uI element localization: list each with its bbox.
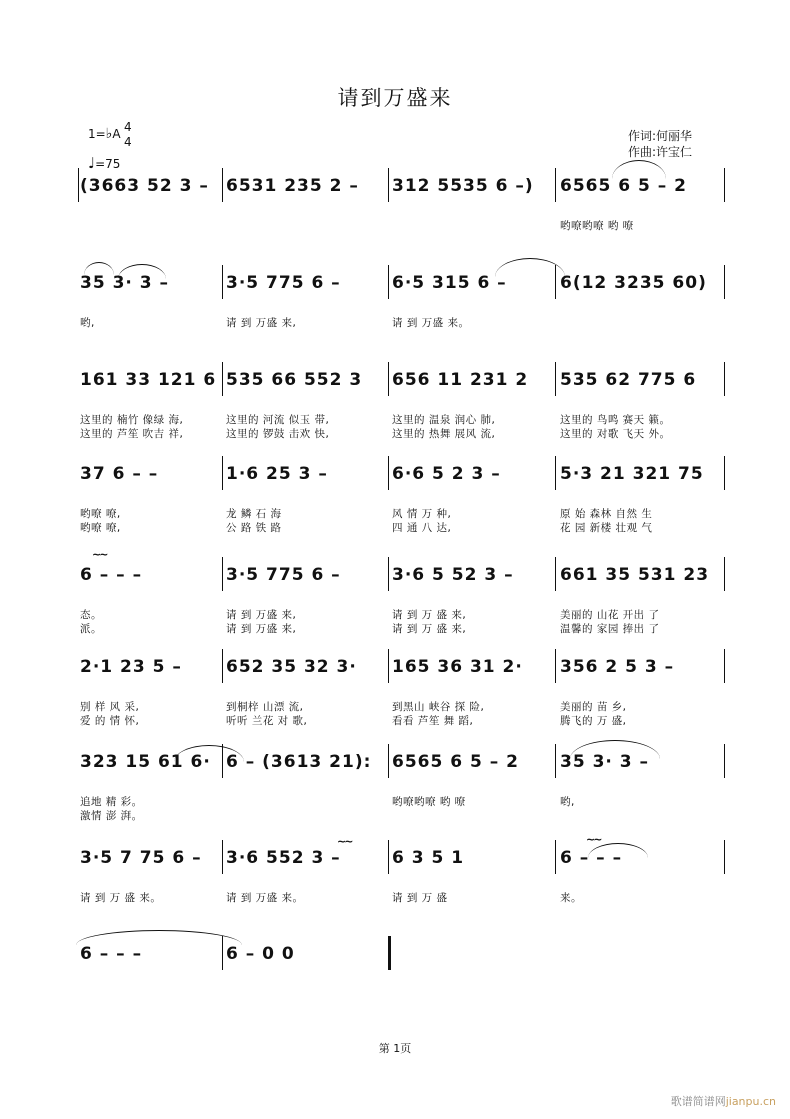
lyric-line-second-verse: 这里的 热舞 展风 流, <box>392 428 496 440</box>
measure: 6 – 0 0 <box>226 944 295 964</box>
tie-slur <box>495 258 565 277</box>
lyric-line: 请 到 万盛 来。 <box>226 892 304 904</box>
lyric-line-second-verse: 激情 澎 湃。 <box>80 810 143 822</box>
measure: 6(12 3235 60) <box>560 273 707 293</box>
lyric-line: 请 到 万盛 来, <box>226 317 297 329</box>
bar-line <box>388 840 389 874</box>
lyric-line: 请 到 万 盛 来。 <box>80 892 162 904</box>
bar-line <box>388 362 389 396</box>
time-signature <box>124 120 132 150</box>
measure: 652 35 32 3· <box>226 657 357 677</box>
measure: 535 62 775 6 <box>560 370 697 390</box>
measure: (3663 52 3 – <box>80 176 209 196</box>
measure: 35 3· 3 – <box>560 752 650 772</box>
lyric-line: 请 到 万 盛 来, <box>392 609 467 621</box>
tie-slur <box>174 745 244 762</box>
lyric-line: 龙 鳞 石 海 <box>226 508 282 520</box>
measure: 6 – – – <box>560 848 623 868</box>
lyric-line: 哟嘹 嘹, <box>80 508 121 520</box>
bar-line <box>724 557 725 591</box>
bar-line <box>388 265 389 299</box>
bar-line <box>222 456 223 490</box>
measure: 6531 235 2 – <box>226 176 359 196</box>
lyric-line: 请 到 万 盛 <box>392 892 448 904</box>
measure: 661 35 531 23 <box>560 565 710 585</box>
lyric-line-second-verse: 这里的 芦笙 吹吉 祥, <box>80 428 184 440</box>
tie-slur <box>570 740 660 759</box>
measure: 6 – (3613 21): <box>226 752 372 772</box>
bar-line <box>388 744 389 778</box>
bar-line <box>222 557 223 591</box>
time-bottom: 4 <box>124 135 132 149</box>
measure: 356 2 5 3 – <box>560 657 675 677</box>
lyric-line-second-verse: 花 园 新楼 壮观 气 <box>560 522 653 534</box>
bar-line <box>388 649 389 683</box>
flat-sign: ♭ <box>105 126 113 142</box>
lyric-line: 到黑山 峡谷 探 险, <box>392 701 485 713</box>
bar-line <box>555 649 556 683</box>
tempo-value: =75 <box>95 157 121 171</box>
measure: 2·1 23 5 – <box>80 657 182 677</box>
lyric-line: 来。 <box>560 892 582 904</box>
trill-icon: ∼∼ <box>92 548 107 561</box>
bar-line <box>222 265 223 299</box>
bar-line <box>222 168 223 202</box>
measure: 1·6 25 3 – <box>226 464 328 484</box>
bar-line <box>555 744 556 778</box>
lyric-line: 哟, <box>560 796 575 808</box>
measure: 5·3 21 321 75 <box>560 464 704 484</box>
page-number: 第 1页 <box>378 1042 412 1055</box>
bar-line <box>724 265 725 299</box>
bar-line <box>724 840 725 874</box>
measure: 35 3· 3 – <box>80 273 170 293</box>
lyric-line: 追地 精 彩。 <box>80 796 143 808</box>
bar-line <box>388 557 389 591</box>
lyric-line-second-verse: 看看 芦笙 舞 蹈, <box>392 715 474 727</box>
page-title: 请到万盛来 <box>337 86 453 110</box>
tie-slur <box>612 160 666 179</box>
lyric-line: 美丽的 山花 开出 了 <box>560 609 660 621</box>
lyric-line-second-verse: 听听 兰花 对 歌, <box>226 715 308 727</box>
lyric-line-second-verse: 腾飞的 万 盛, <box>560 715 627 727</box>
lyric-line: 哟嘹哟嘹 哟 嘹 <box>560 220 634 232</box>
key-prefix: 1= <box>88 127 106 141</box>
measure: 6 3 5 1 <box>392 848 465 868</box>
time-top: 4 <box>124 120 132 134</box>
lyric-line-second-verse: 请 到 万盛 来, <box>226 623 297 635</box>
lyric-line-second-verse: 公 路 铁 路 <box>226 522 282 534</box>
measure: 6565 6 5 – 2 <box>392 752 519 772</box>
lyric-line: 别 样 风 采, <box>80 701 140 713</box>
lyric-line: 风 情 万 种, <box>392 508 452 520</box>
watermark-site: 歌谱简谱网 <box>670 1095 726 1108</box>
bar-line <box>555 168 556 202</box>
bar-line <box>222 840 223 874</box>
measure: 3·5 7 75 6 – <box>80 848 202 868</box>
measure: 161 33 121 6 <box>80 370 217 390</box>
measure: 6 – – – <box>80 944 143 964</box>
bar-line <box>388 456 389 490</box>
trill-icon: ∼∼ <box>586 833 601 846</box>
tie-slur <box>118 264 166 279</box>
tie-slur <box>76 930 242 945</box>
lyric-line: 哟, <box>80 317 95 329</box>
bar-line <box>724 744 725 778</box>
lyric-line: 美丽的 苗 乡, <box>560 701 627 713</box>
measure: 6·6 5 2 3 – <box>392 464 501 484</box>
measure: 37 6 – – <box>80 464 159 484</box>
lyric-line-second-verse: 四 通 八 达, <box>392 522 452 534</box>
lyric-line: 这里的 温泉 润心 肺, <box>392 414 496 426</box>
lyric-line: 这里的 鸟鸣 赛天 籁。 <box>560 414 671 426</box>
bar-line <box>222 362 223 396</box>
lyricist: 作词:何丽华 <box>628 129 693 143</box>
key-note: A <box>112 127 121 141</box>
lyric-line-second-verse: 温馨的 家园 捧出 了 <box>560 623 660 635</box>
measure: 6·5 315 6 – <box>392 273 507 293</box>
bar-line <box>555 557 556 591</box>
lyric-line: 到桐梓 山漂 流, <box>226 701 304 713</box>
tie-slur <box>84 262 114 275</box>
bar-line <box>555 362 556 396</box>
bar-line <box>222 649 223 683</box>
measure: 3·5 775 6 – <box>226 565 341 585</box>
lyric-line: 哟嘹哟嘹 哟 嘹 <box>392 796 466 808</box>
measure: 3·6 5 52 3 – <box>392 565 514 585</box>
measure: 535 66 552 3 <box>226 370 363 390</box>
measure: 6565 6 5 – 2 <box>560 176 687 196</box>
measure: 312 5535 6 –) <box>392 176 534 196</box>
trill-icon: ∼∼ <box>337 835 352 848</box>
lyric-line: 请 到 万盛 来, <box>226 609 297 621</box>
watermark <box>671 1093 776 1109</box>
bar-line <box>724 168 725 202</box>
lyric-line-second-verse: 这里的 对歌 飞天 外。 <box>560 428 671 440</box>
opening-bar-line <box>78 168 79 202</box>
bar-line <box>388 168 389 202</box>
measure: 3·5 775 6 – <box>226 273 341 293</box>
bar-line <box>724 362 725 396</box>
lyric-line-second-verse: 这里的 锣鼓 击欢 快, <box>226 428 330 440</box>
measure: 165 36 31 2· <box>392 657 523 677</box>
measure: 6 – – – <box>80 565 143 585</box>
lyric-line: 这里的 楠竹 像绿 海, <box>80 414 184 426</box>
tempo <box>88 154 120 172</box>
composer: 作曲:许宝仁 <box>628 145 693 159</box>
lyric-line: 这里的 河流 似玉 带, <box>226 414 330 426</box>
final-bar-line <box>388 936 391 970</box>
key-signature <box>88 126 121 142</box>
measure: 323 15 61 6· <box>80 752 211 772</box>
lyric-line: 原 始 森林 自然 生 <box>560 508 653 520</box>
bar-line <box>555 840 556 874</box>
bar-line <box>555 456 556 490</box>
bar-line <box>724 456 725 490</box>
lyric-line-second-verse: 派。 <box>80 623 102 635</box>
watermark-url: jianpu.cn <box>725 1095 776 1108</box>
measure: 656 11 231 2 <box>392 370 529 390</box>
lyric-line-second-verse: 哟嘹 嘹, <box>80 522 121 534</box>
lyric-line: 态。 <box>80 609 102 621</box>
lyric-line-second-verse: 爱 的 情 怀, <box>80 715 140 727</box>
quarter-note-icon: ♩ <box>88 154 96 172</box>
lyric-line: 请 到 万盛 来。 <box>392 317 470 329</box>
bar-line <box>724 649 725 683</box>
measure: 3·6 552 3 – <box>226 848 341 868</box>
lyric-line-second-verse: 请 到 万 盛 来, <box>392 623 467 635</box>
